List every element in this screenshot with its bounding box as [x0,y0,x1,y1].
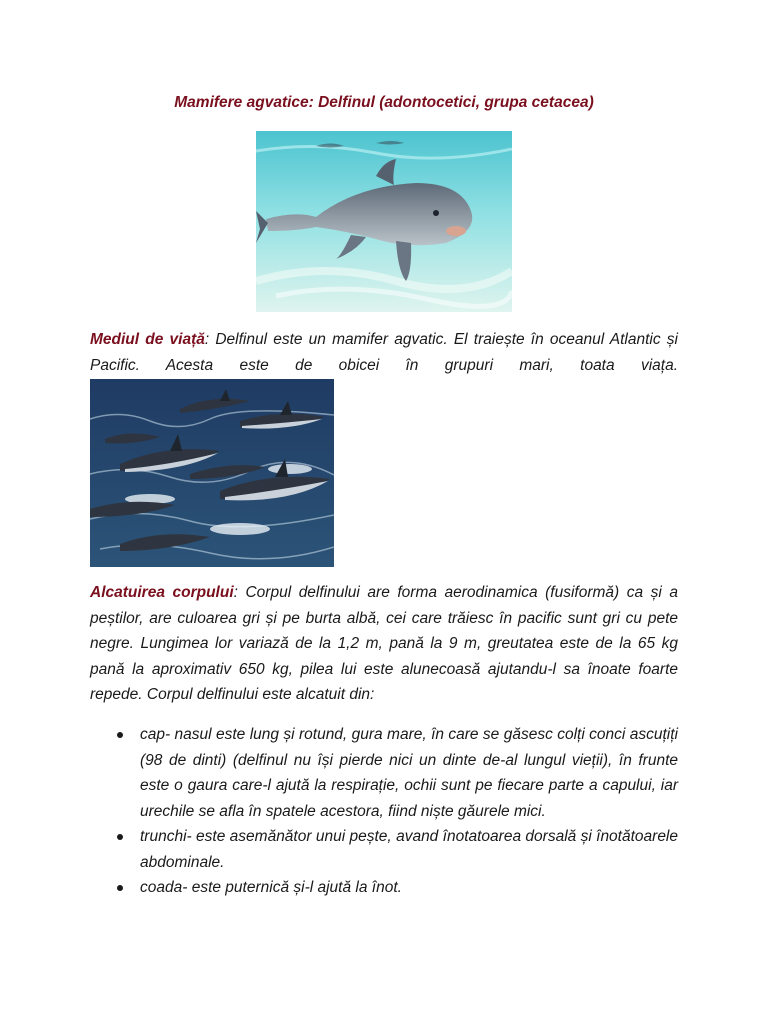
habitat-paragraph [90,327,678,378]
list-item-text: coada- este puternică și-l ajută la înot. [140,879,402,896]
anatomy-label: Alcatuirea corpului [90,584,234,601]
anatomy-paragraph [90,580,678,708]
list-item [140,824,678,875]
anatomy-text: : Corpul delfinului are forma aerodinamica (fusiformă) ca și a peștilor, are culoarea gri și pe burta albă, cei care trăiesc în pacific sunt gri cu pete negre. Lungimea lor variază de la 1,2 m, pană la 9 m, greutatea este de la 65 kg pană la aproximativ 650 kg, pilea lui este alunecoasă ajutandu-l sa înoate foarte repede. Corpul delfinului este alcatuit din: [90,584,678,703]
bullet-icon [117,732,123,738]
page-title: Mamifere agvatice: Delfinul (adontocetici, grupa cetacea) [174,94,594,111]
list-item [140,722,678,824]
habitat-text: : Delfinul este un mamifer agvatic. El traiește în oceanul Atlantic și Pacific. Acesta este de obicei în grupuri mari, toata viața. [90,331,678,374]
bullet-icon [117,885,123,891]
body-parts-list [140,722,678,901]
dolphin-photo [256,131,512,312]
habitat-label: Mediul de viață [90,331,205,348]
dolphin-pod-photo [90,379,334,567]
list-item-text: cap- nasul este lung și rotund, gura mare, în care se găsesc colți conci ascuțiți (98 de dinti) (delfinul nu își pierde nici un dinte de-al lungul vieții), în frunte este o gaura care-l ajută la respirație, ochii sunt pe fiecare parte a capului, iar urechile se afla în spatele acestora, fiind niște găurele mici. [140,726,678,820]
list-item-text: trunchi- este asemănător unui pește, avand înotatoarea dorsală și înotătoarele abdominale. [140,828,678,871]
bullet-icon [117,834,123,840]
list-item [140,875,678,901]
